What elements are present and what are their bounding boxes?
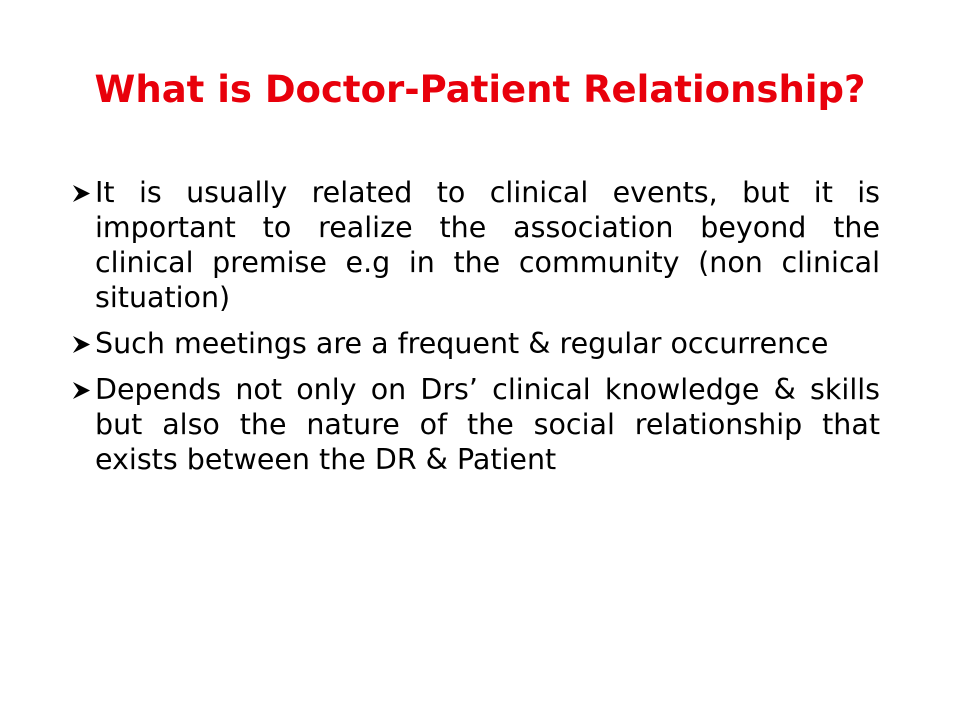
bullet-item bbox=[72, 326, 880, 361]
bullet-list bbox=[72, 175, 880, 488]
slide-title: What is Doctor-Patient Relationship? bbox=[94, 68, 866, 111]
bullet-text: It is usually related to clinical events, but it is important to realize the association beyond the clinical premise e.g in the community (non clinical situation) bbox=[95, 176, 880, 314]
bullet-text: Such meetings are a frequent & regular occurrence bbox=[95, 327, 829, 360]
arrowhead-bullet-icon bbox=[72, 381, 91, 400]
arrowhead-bullet-icon bbox=[72, 335, 91, 354]
bullet-text: Depends not only on Drs’ clinical knowledge & skills but also the nature of the social relationship that exists between the DR & Patient bbox=[95, 373, 880, 476]
bullet-item bbox=[72, 372, 880, 477]
arrowhead-bullet-icon bbox=[72, 184, 91, 203]
bullet-item bbox=[72, 175, 880, 315]
